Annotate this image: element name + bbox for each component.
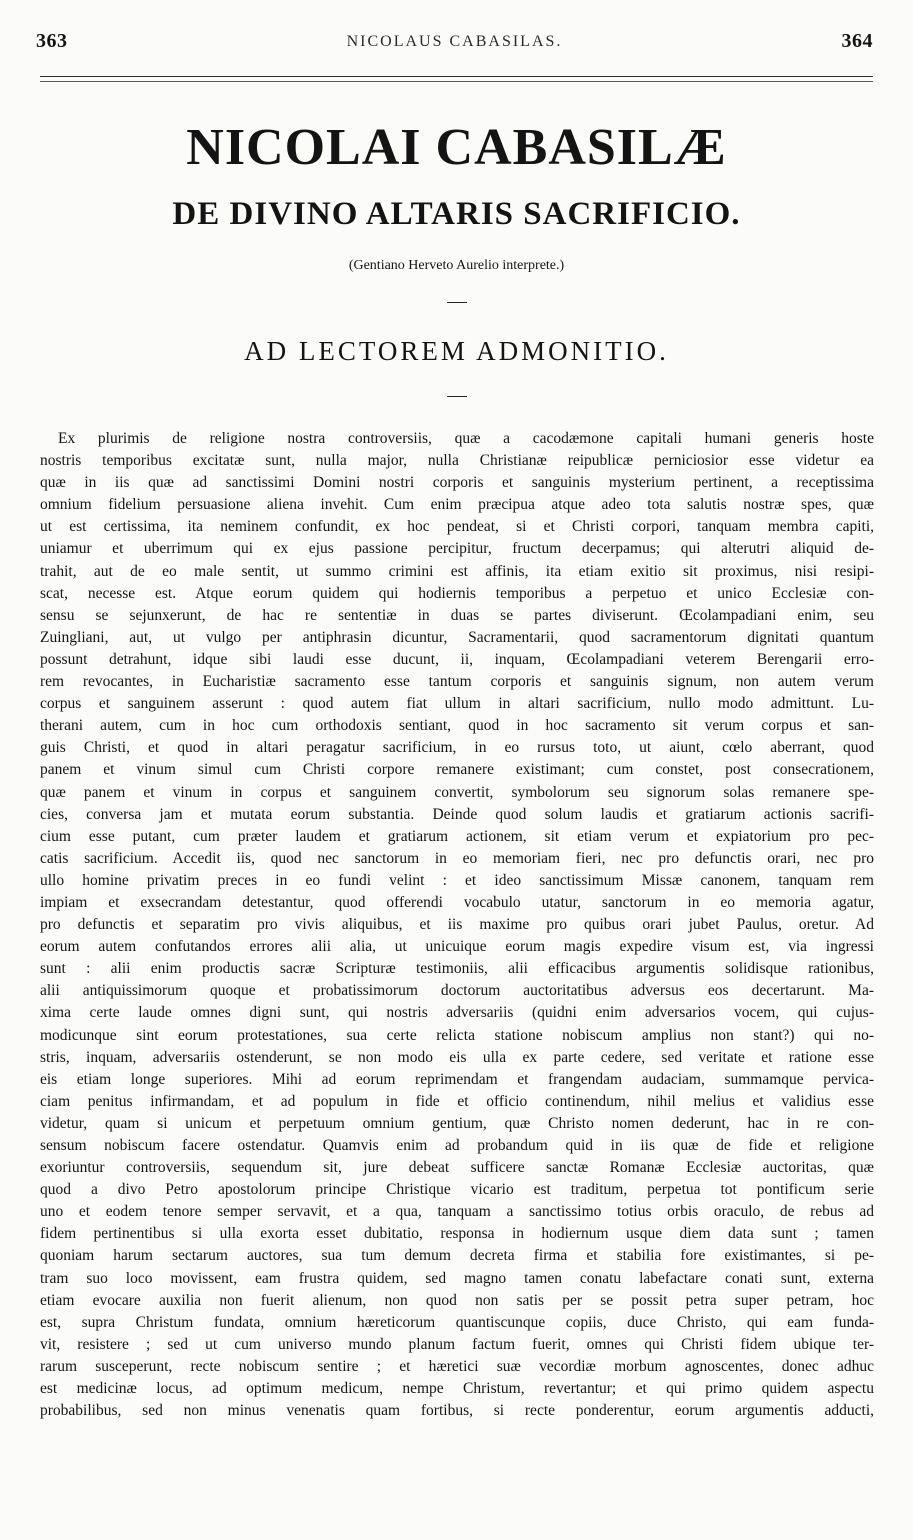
body-line: pro defunctis et separatim pro vivis aliquibus, et iis maxime pro quibus orari jubet Paulus, oretur. Ad <box>40 916 874 934</box>
body-line: corpus et sanguinem asserunt : quod autem fiat ullum in altari sacrificium, nullo modo admittunt. Lu- <box>40 695 874 713</box>
body-line: est medicinæ locus, ad optimum medicum, nempe Christum, revertantur; et qui primo quidem aspectu <box>40 1380 874 1398</box>
body-line: eorum autem confutandos errores alii alia, ut unicuique eorum magis expedire visum est, via ingressi <box>40 938 874 956</box>
body-line: quæ in iis quæ ad sanctissimi Domini nostri corporis et sanguinis mysterium pertinent, a receptissima <box>40 474 874 492</box>
body-line: impiam et exsecrandam detestantur, quod offerendi vocabulo utatur, sanctorum in eo memoria agatur, <box>40 893 874 911</box>
body-line: stris, inquam, adversariis ostenderunt, se non modo eis ulla ex parte cedere, sed veritate et ratione esse <box>40 1048 874 1066</box>
body-line: est, supra Christum fundata, omnium hæreticorum quantiscunque copiis, duce Christo, qui eam funda- <box>40 1313 874 1331</box>
body-line: etiam evocare auxilia non fuerit alienum, non quod non satis per se possit petra super petram, hoc <box>40 1291 874 1309</box>
body-line: quod a divo Petro apostolorum principe Christique vicario est traditum, perpetua tot pontificum serie <box>40 1181 874 1199</box>
body-line: rarum susceperunt, recte nobiscum sentire ; et hæretici suæ vecordiæ morbum agnoscentes, donec adhuc <box>40 1357 874 1375</box>
section-heading: AD LECTOREM ADMONITIO. <box>244 336 669 366</box>
body-line: sensum nobiscum facere ostendatur. Quamvis enim ad probandum quid in iis quæ de fide et religione <box>40 1137 874 1154</box>
body-line: trahit, aut de eo male sentit, ut summo crimini est affinis, ita etiam exitio sit proximus, nisi resipi- <box>40 562 874 580</box>
body-line: sunt : alii enim productis sacræ Scripturæ testimoniis, alii efficacibus argumentis solidisque rationibus, <box>40 960 874 978</box>
body-line: panem et vinum simul cum Christi corpore remanere existimant; cum constet, post consecrationem, <box>40 761 874 779</box>
body-line: nostris temporibus excitatæ sunt, nulla major, nulla Christianæ reipublicæ perniciosior esse videtur ea <box>40 452 874 470</box>
body-line: xima certe laude omnes digni sunt, qui nostris adversariis (quidni enim adversarios vocem, qui cujus- <box>40 1004 874 1022</box>
body-line: guis Christi, et quod in altari peragatur sacrificium, in eo rursus toto, ut aiunt, cœlo aberrant, quod <box>40 739 874 757</box>
left-page-number: 363 <box>36 30 68 52</box>
body-line: exoriuntur controversiis, sequendum sit, jure debeat sufficere sanctæ Romanæ Ecclesiæ auctoritas, quæ <box>40 1159 874 1177</box>
body-line: scat, necesse est. Atque eorum quidem qui hodiernis temporibus a perpetuo et unico Ecclesiæ con- <box>40 584 874 602</box>
body-line: quæ panem et vinum in corpus et sanguinem convertit, symbolorum seu signorum solas remanere spe- <box>40 783 874 801</box>
body-line: cies, conversa jam et mutata eorum substantia. Deinde quod solum laudis et gratiarum actionis sacrifi- <box>40 805 874 823</box>
body-line: therani autem, cum in hoc cum orthodoxis sentiant, quod in hoc sacramento sit verum corpus et san- <box>40 717 874 735</box>
body-line: uniamur et uberrimum qui ex ejus passione percipitur, fructum decerpamus; qui alterutri aliquid de- <box>40 540 874 558</box>
body-line: alii antiquissimorum quoque et probatissimorum doctorum auctoritatibus adversus eos decertarunt. Ma- <box>40 982 874 1000</box>
body-line: Zuingliani, aut, ut vulgo per antiphrasin dicuntur, Sacramentarii, quod sacramentorum dignitati quantum <box>40 628 874 646</box>
body-text <box>40 428 874 1422</box>
body-line: rem revocantes, in Eucharistiæ sacramento esse tantum corporis et sanguinis signum, non autem verum <box>40 673 874 691</box>
body-line: probabilibus, sed non minus venenatis quam fortibus, si recte ponderentur, eorum argumentis adducti, <box>40 1402 874 1420</box>
body-line: fidem pertinentibus si ulla exorta esset dubitatio, responsa in hodiernum usque diem data sunt ; tamen <box>40 1225 874 1243</box>
body-line: quoniam harum sectarum auctores, sua tum demum decreta firma et stabilia fore existimantes, si pe- <box>40 1247 874 1265</box>
running-title: NICOLAUS CABASILAS. <box>346 33 563 50</box>
body-line: Ex plurimis de religione nostra controversiis, quæ a cacodæmone capitali humani generis hoste <box>58 430 874 447</box>
body-line: catis sacrificium. Accedit iis, quod nec sanctorum in eo memoriam fieri, nec pro defunctis orari, nec pro <box>40 849 874 867</box>
section-divider <box>447 396 467 397</box>
body-line: ciam penitus infirmandam, et ad populum in fide et officio continendum, nihil melius et validius esse <box>40 1092 874 1110</box>
title-divider <box>447 302 467 303</box>
body-line: sensu se sejunxerunt, de hac re sententiæ in duas se partes diviserunt. Œcolampadiani enim, seu <box>40 606 874 624</box>
right-page-number: 364 <box>841 30 873 52</box>
body-line: tram suo loco movissent, eam frustra quidem, sed magno tamen conatu labefactare conati sunt, externa <box>40 1269 874 1287</box>
running-head <box>36 30 873 60</box>
body-line: cium esse putant, cum præter laudem et gratiarum actionem, sit etiam verum et expiatorium pro pec- <box>40 827 874 845</box>
body-line: ullo homine privatim preces in eo fundi velint : et ideo sanctissimum Missæ canonem, tanquam rem <box>40 871 874 889</box>
body-line: vit, resistere ; sed ut cum universo mundo planum factum fuerit, omnes qui Christi fidem ubique ter- <box>40 1335 874 1353</box>
sub-title: DE DIVINO ALTARIS SACRIFICIO. <box>172 196 741 232</box>
body-line: modicunque sint eorum protestationes, sua certe relicta statione nobiscum amplius non stant?) qui no- <box>40 1026 874 1044</box>
body-line: omnium fidelium persuasione aliena invehit. Cum enim præcipua atque adeo tota salutis nostræ spes, quæ <box>40 496 874 514</box>
body-line: uno et eodem tenore semper servavit, et a qua, tanquam a sanctissimo totius orbis oraculo, de rebus ad <box>40 1203 874 1221</box>
body-line: possunt detrahunt, idque sibi laudi esse ducunt, ii, inquam, Œcolampadiani veterem Berengarii erro- <box>40 650 874 668</box>
header-rule <box>40 76 873 82</box>
body-line: ut est certissima, ita neminem confundit, ex hoc pendeat, si et Christi corpori, tanquam membra capiti, <box>40 518 874 536</box>
body-line: eis etiam longe superiores. Mihi ad eorum reprimendam et frangendam audaciam, summamque pervica- <box>40 1070 874 1088</box>
main-title: NICOLAI CABASILÆ <box>186 119 727 176</box>
body-line: videtur, quam si unicum et perpetuum omnium gentium, quæ Christo nomen dederunt, hac in re con- <box>40 1114 874 1132</box>
interpreter-note: (Gentiano Herveto Aurelio interprete.) <box>348 258 565 273</box>
